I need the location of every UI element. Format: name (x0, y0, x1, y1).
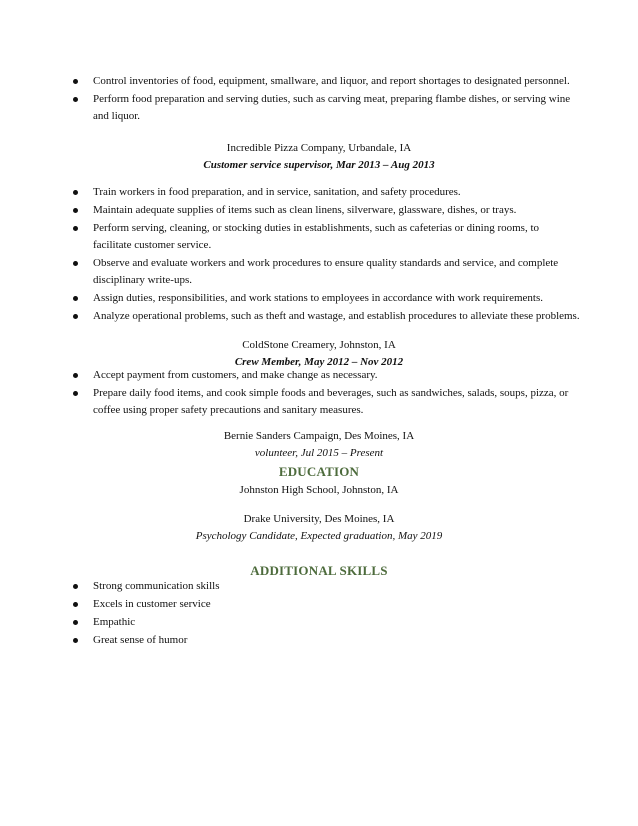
duty-item: Maintain adequate supplies of items such as clean linens, silverware, glassware, dishes, or trays. (0, 202, 638, 219)
bullet-dot-icon (73, 602, 78, 607)
skills-section (0, 562, 638, 579)
duty-item: Control inventories of food, equipment, smallware, and liquor, and report shortages to designated personnel. (0, 73, 638, 90)
skills-list-block (0, 578, 638, 650)
bullet-dot-icon (73, 296, 78, 301)
skills-list (0, 578, 638, 649)
bullet-dot-icon (73, 373, 78, 378)
bullet-dot-icon (73, 79, 78, 84)
education-heading: EDUCATION (278, 464, 360, 479)
job-entry-coldstone (0, 337, 638, 371)
skill-item: Empathic (0, 614, 638, 631)
bullet-dot-icon (73, 208, 78, 213)
bullet-dot-icon (73, 638, 78, 643)
job-company: Incredible Pizza Company, Urbandale, IA (226, 142, 412, 154)
bullet-dot-icon (73, 620, 78, 625)
bullet-dot-icon (73, 226, 78, 231)
bullet-dot-icon (73, 314, 78, 319)
job-duties-coldstone (0, 367, 638, 420)
bullet-dot-icon (73, 97, 78, 102)
duty-item: Accept payment from customers, and make change as necessary. (0, 367, 638, 384)
duty-item: Train workers in food preparation, and in service, sanitation, and safety procedures. (0, 184, 638, 201)
school-name: Johnston High School, Johnston, IA (239, 484, 399, 496)
bullet-dot-icon (73, 584, 78, 589)
duty-item: Perform serving, cleaning, or stocking duties in establishments, such as cafeterias or dining rooms, to facilitate customer service. (0, 220, 638, 254)
skill-item: Excels in customer service (0, 596, 638, 613)
duty-list (0, 184, 638, 325)
bullet-dot-icon (73, 261, 78, 266)
duty-list (0, 367, 638, 419)
job-role: Customer service supervisor, Mar 2013 – Aug 2013 (203, 159, 435, 171)
school-name: Drake University, Des Moines, IA (243, 513, 395, 525)
skill-item: Strong communication skills (0, 578, 638, 595)
job-role: Crew Member, May 2012 – Nov 2012 (234, 356, 404, 368)
school-detail: Psychology Candidate, Expected graduation, May 2019 (195, 530, 443, 542)
education-entry-drake (0, 511, 638, 545)
duty-list (0, 73, 638, 125)
job-entry-incredible-pizza (0, 140, 638, 174)
job-duties-continued (0, 73, 638, 126)
job-company: Bernie Sanders Campaign, Des Moines, IA (223, 430, 415, 442)
skill-item: Great sense of humor (0, 632, 638, 649)
education-section (0, 463, 638, 499)
job-role: volunteer, Jul 2015 – Present (254, 447, 384, 459)
duty-item: Analyze operational problems, such as theft and wastage, and establish procedures to alleviate these problems. (0, 308, 638, 325)
bullet-dot-icon (73, 391, 78, 396)
bullet-dot-icon (73, 190, 78, 195)
duty-item: Observe and evaluate workers and work procedures to ensure quality standards and service, and complete disciplinary write-ups. (0, 255, 638, 289)
skills-heading: ADDITIONAL SKILLS (250, 563, 388, 578)
job-entry-campaign (0, 428, 638, 462)
job-company: ColdStone Creamery, Johnston, IA (242, 339, 396, 351)
duty-item: Perform food preparation and serving duties, such as carving meat, preparing flambe dishes, or serving wine and liquor. (0, 91, 638, 125)
duty-item: Assign duties, responsibilities, and work stations to employees in accordance with work requirements. (0, 290, 638, 307)
job-duties-incredible-pizza (0, 184, 638, 326)
duty-item: Prepare daily food items, and cook simple foods and beverages, such as sandwiches, salads, soups, pizza, or coffee using proper safety precautions and sanitary measures. (0, 385, 638, 419)
